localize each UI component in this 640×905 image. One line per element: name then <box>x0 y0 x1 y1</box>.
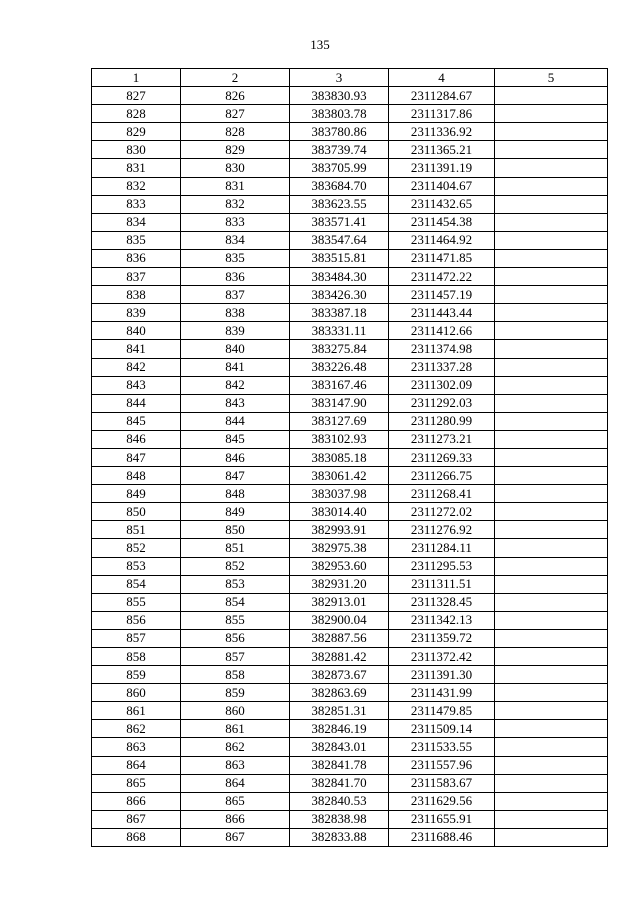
table-row <box>92 340 608 358</box>
table-cell: 382841.78 <box>290 756 389 774</box>
table-cell: 382993.91 <box>290 521 389 539</box>
table-cell: 2311629.56 <box>389 792 495 810</box>
table-cell: 844 <box>181 412 290 430</box>
table-row <box>92 159 608 177</box>
table-cell: 2311464.92 <box>389 231 495 249</box>
table-cell: 2311688.46 <box>389 828 495 846</box>
table-cell: 842 <box>181 376 290 394</box>
table-cell: 382863.69 <box>290 684 389 702</box>
table-cell: 2311328.45 <box>389 593 495 611</box>
table-cell: 855 <box>181 611 290 629</box>
table-cell: 831 <box>92 159 181 177</box>
table-cell: 853 <box>181 575 290 593</box>
table-cell: 845 <box>181 430 290 448</box>
table-cell: 855 <box>92 593 181 611</box>
table-cell: 862 <box>181 738 290 756</box>
table-cell: 2311404.67 <box>389 177 495 195</box>
table-cell <box>495 810 608 828</box>
table-cell: 856 <box>92 611 181 629</box>
table-cell: 861 <box>92 702 181 720</box>
table-row <box>92 485 608 503</box>
table-cell: 837 <box>92 268 181 286</box>
table-cell: 837 <box>181 286 290 304</box>
table-cell: 2311432.65 <box>389 195 495 213</box>
table-cell: 2311443.44 <box>389 304 495 322</box>
table-cell: 838 <box>181 304 290 322</box>
table-row <box>92 304 608 322</box>
table-cell <box>495 539 608 557</box>
table-body <box>92 87 608 847</box>
table-cell <box>495 87 608 105</box>
table-cell <box>495 141 608 159</box>
table-row <box>92 231 608 249</box>
column-header: 2 <box>181 69 290 87</box>
table-cell: 857 <box>181 648 290 666</box>
table-cell: 2311336.92 <box>389 123 495 141</box>
table-cell: 382887.56 <box>290 629 389 647</box>
table-cell: 383226.48 <box>290 358 389 376</box>
table-cell: 383830.93 <box>290 87 389 105</box>
table-row <box>92 557 608 575</box>
table-cell: 858 <box>181 666 290 684</box>
table-cell: 382833.88 <box>290 828 389 846</box>
table-cell <box>495 503 608 521</box>
table-cell: 382851.31 <box>290 702 389 720</box>
table-cell: 383085.18 <box>290 448 389 466</box>
table-cell: 2311280.99 <box>389 412 495 430</box>
table-cell: 383739.74 <box>290 141 389 159</box>
table-row <box>92 195 608 213</box>
table-cell: 860 <box>181 702 290 720</box>
table-cell: 382838.98 <box>290 810 389 828</box>
table-cell: 2311359.72 <box>389 629 495 647</box>
table-cell: 828 <box>92 105 181 123</box>
table-cell: 2311583.67 <box>389 774 495 792</box>
table-cell <box>495 231 608 249</box>
table-row <box>92 87 608 105</box>
table-cell: 383102.93 <box>290 430 389 448</box>
table-cell: 829 <box>181 141 290 159</box>
table-cell <box>495 213 608 231</box>
table-cell: 865 <box>181 792 290 810</box>
table-cell: 864 <box>92 756 181 774</box>
table-cell <box>495 666 608 684</box>
table-cell: 383061.42 <box>290 467 389 485</box>
table-cell: 847 <box>92 448 181 466</box>
table-cell <box>495 485 608 503</box>
table-cell <box>495 322 608 340</box>
table-cell <box>495 195 608 213</box>
table-cell <box>495 430 608 448</box>
column-header: 3 <box>290 69 389 87</box>
table-cell: 849 <box>92 485 181 503</box>
table-row <box>92 467 608 485</box>
table-row <box>92 810 608 828</box>
table-cell: 2311457.19 <box>389 286 495 304</box>
table-cell: 2311431.99 <box>389 684 495 702</box>
column-header: 5 <box>495 69 608 87</box>
table-cell <box>495 467 608 485</box>
table-cell: 2311337.28 <box>389 358 495 376</box>
table-cell: 827 <box>92 87 181 105</box>
table-cell: 866 <box>92 792 181 810</box>
header-row <box>92 69 608 87</box>
table-row <box>92 448 608 466</box>
table-cell: 835 <box>92 231 181 249</box>
table-cell: 826 <box>181 87 290 105</box>
table-cell: 383515.81 <box>290 249 389 267</box>
table-row <box>92 177 608 195</box>
table-cell: 2311317.86 <box>389 105 495 123</box>
table-cell: 2311268.41 <box>389 485 495 503</box>
table-cell: 860 <box>92 684 181 702</box>
table-cell: 848 <box>92 467 181 485</box>
table-cell: 2311365.21 <box>389 141 495 159</box>
table-row <box>92 322 608 340</box>
table-row <box>92 684 608 702</box>
table-cell: 851 <box>181 539 290 557</box>
table-row <box>92 702 608 720</box>
table-cell: 383275.84 <box>290 340 389 358</box>
table-row <box>92 792 608 810</box>
table-cell: 856 <box>181 629 290 647</box>
table-cell: 2311472.22 <box>389 268 495 286</box>
table-cell: 843 <box>92 376 181 394</box>
table-cell: 845 <box>92 412 181 430</box>
table-row <box>92 720 608 738</box>
table-cell: 383387.18 <box>290 304 389 322</box>
table-cell: 383571.41 <box>290 213 389 231</box>
table-cell: 835 <box>181 249 290 267</box>
table-cell <box>495 376 608 394</box>
table-cell: 840 <box>181 340 290 358</box>
table-cell <box>495 448 608 466</box>
table-cell: 828 <box>181 123 290 141</box>
table-cell: 859 <box>92 666 181 684</box>
table-cell: 831 <box>181 177 290 195</box>
table-cell <box>495 611 608 629</box>
table-row <box>92 430 608 448</box>
table-row <box>92 141 608 159</box>
table-row <box>92 648 608 666</box>
table-cell <box>495 738 608 756</box>
column-header: 4 <box>389 69 495 87</box>
table-cell: 846 <box>92 430 181 448</box>
table-cell: 382900.04 <box>290 611 389 629</box>
table-cell: 867 <box>92 810 181 828</box>
table-cell <box>495 720 608 738</box>
table-cell: 383684.70 <box>290 177 389 195</box>
table-cell: 2311479.85 <box>389 702 495 720</box>
table-cell <box>495 702 608 720</box>
table-cell: 840 <box>92 322 181 340</box>
table-cell: 834 <box>181 231 290 249</box>
table-cell <box>495 394 608 412</box>
table-cell: 850 <box>92 503 181 521</box>
table-cell: 861 <box>181 720 290 738</box>
table-row <box>92 213 608 231</box>
table-cell <box>495 557 608 575</box>
table-cell <box>495 249 608 267</box>
table-cell <box>495 593 608 611</box>
table-cell: 383037.98 <box>290 485 389 503</box>
table-row <box>92 575 608 593</box>
table-cell: 829 <box>92 123 181 141</box>
table-cell <box>495 629 608 647</box>
table-header <box>92 69 608 87</box>
table-cell <box>495 756 608 774</box>
table-cell: 2311557.96 <box>389 756 495 774</box>
table-cell: 382873.67 <box>290 666 389 684</box>
table-cell: 2311533.55 <box>389 738 495 756</box>
table-cell <box>495 774 608 792</box>
table-cell: 383127.69 <box>290 412 389 430</box>
table-cell: 2311509.14 <box>389 720 495 738</box>
table-cell: 382841.70 <box>290 774 389 792</box>
table-row <box>92 629 608 647</box>
table-cell <box>495 340 608 358</box>
table-row <box>92 123 608 141</box>
table-cell: 2311284.67 <box>389 87 495 105</box>
table-cell: 2311454.38 <box>389 213 495 231</box>
table-row <box>92 412 608 430</box>
table-cell: 383623.55 <box>290 195 389 213</box>
table-cell: 839 <box>181 322 290 340</box>
table-cell: 383167.46 <box>290 376 389 394</box>
table-cell: 2311391.19 <box>389 159 495 177</box>
table-cell: 849 <box>181 503 290 521</box>
table-cell: 839 <box>92 304 181 322</box>
table-cell: 2311292.03 <box>389 394 495 412</box>
table-cell: 2311374.98 <box>389 340 495 358</box>
table-cell: 382843.01 <box>290 738 389 756</box>
table-cell: 848 <box>181 485 290 503</box>
table-row <box>92 394 608 412</box>
table-cell: 852 <box>92 539 181 557</box>
table-cell: 854 <box>92 575 181 593</box>
table-cell: 383803.78 <box>290 105 389 123</box>
table-cell: 383331.11 <box>290 322 389 340</box>
table-cell: 859 <box>181 684 290 702</box>
table-cell: 853 <box>92 557 181 575</box>
table-cell: 864 <box>181 774 290 792</box>
table-row <box>92 611 608 629</box>
table-cell: 2311391.30 <box>389 666 495 684</box>
table-cell: 382975.38 <box>290 539 389 557</box>
table-cell: 833 <box>92 195 181 213</box>
table-cell: 851 <box>92 521 181 539</box>
table-cell: 844 <box>92 394 181 412</box>
table-cell <box>495 575 608 593</box>
table-cell: 383014.40 <box>290 503 389 521</box>
table-cell: 865 <box>92 774 181 792</box>
table-cell <box>495 358 608 376</box>
table-row <box>92 268 608 286</box>
table-cell: 383147.90 <box>290 394 389 412</box>
table-cell: 382846.19 <box>290 720 389 738</box>
table-cell: 382840.53 <box>290 792 389 810</box>
table-cell: 383705.99 <box>290 159 389 177</box>
table-row <box>92 539 608 557</box>
table-cell: 383780.86 <box>290 123 389 141</box>
page-number: 135 <box>310 37 330 52</box>
table-cell: 827 <box>181 105 290 123</box>
table-cell: 830 <box>92 141 181 159</box>
table-cell: 868 <box>92 828 181 846</box>
table-cell: 383547.64 <box>290 231 389 249</box>
table-row <box>92 376 608 394</box>
table-cell: 382931.20 <box>290 575 389 593</box>
table-cell: 866 <box>181 810 290 828</box>
coordinates-table <box>91 68 608 847</box>
table-cell <box>495 268 608 286</box>
table-cell: 832 <box>181 195 290 213</box>
table-cell: 2311273.21 <box>389 430 495 448</box>
table-cell <box>495 105 608 123</box>
table-cell: 843 <box>181 394 290 412</box>
table-row <box>92 828 608 846</box>
table-cell: 2311284.11 <box>389 539 495 557</box>
table-row <box>92 105 608 123</box>
table-cell: 841 <box>92 340 181 358</box>
table-cell: 2311276.92 <box>389 521 495 539</box>
table-cell: 867 <box>181 828 290 846</box>
table-cell: 382913.01 <box>290 593 389 611</box>
table-cell: 858 <box>92 648 181 666</box>
table-cell: 863 <box>181 756 290 774</box>
table-cell <box>495 286 608 304</box>
table-cell: 2311342.13 <box>389 611 495 629</box>
table-cell: 838 <box>92 286 181 304</box>
table-cell: 832 <box>92 177 181 195</box>
table-row <box>92 286 608 304</box>
table-cell: 834 <box>92 213 181 231</box>
table-cell <box>495 792 608 810</box>
table-cell: 854 <box>181 593 290 611</box>
table-cell: 836 <box>181 268 290 286</box>
table-cell: 2311295.53 <box>389 557 495 575</box>
table-row <box>92 521 608 539</box>
table-cell <box>495 521 608 539</box>
table-row <box>92 774 608 792</box>
table-cell <box>495 684 608 702</box>
table-row <box>92 249 608 267</box>
table-cell: 842 <box>92 358 181 376</box>
table-cell: 2311412.66 <box>389 322 495 340</box>
table-row <box>92 503 608 521</box>
table-cell: 852 <box>181 557 290 575</box>
table-cell: 830 <box>181 159 290 177</box>
table-cell <box>495 648 608 666</box>
table-cell: 382953.60 <box>290 557 389 575</box>
table-cell: 2311372.42 <box>389 648 495 666</box>
table-cell: 382881.42 <box>290 648 389 666</box>
table-cell: 2311302.09 <box>389 376 495 394</box>
table-cell: 846 <box>181 448 290 466</box>
table-cell: 862 <box>92 720 181 738</box>
table-cell: 2311272.02 <box>389 503 495 521</box>
table-cell: 857 <box>92 629 181 647</box>
table-cell <box>495 123 608 141</box>
table-cell: 847 <box>181 467 290 485</box>
column-header: 1 <box>92 69 181 87</box>
table-row <box>92 738 608 756</box>
table-cell: 2311655.91 <box>389 810 495 828</box>
table-row <box>92 756 608 774</box>
table-cell <box>495 412 608 430</box>
table-row <box>92 593 608 611</box>
table-cell: 2311311.51 <box>389 575 495 593</box>
table-row <box>92 358 608 376</box>
table-cell: 841 <box>181 358 290 376</box>
table-cell: 383484.30 <box>290 268 389 286</box>
table-cell <box>495 828 608 846</box>
table-cell: 2311471.85 <box>389 249 495 267</box>
table-cell <box>495 304 608 322</box>
table-cell: 850 <box>181 521 290 539</box>
table-cell: 863 <box>92 738 181 756</box>
table-cell <box>495 159 608 177</box>
table-cell: 836 <box>92 249 181 267</box>
table-cell <box>495 177 608 195</box>
table-row <box>92 666 608 684</box>
table-cell: 2311269.33 <box>389 448 495 466</box>
table-cell: 2311266.75 <box>389 467 495 485</box>
table-cell: 833 <box>181 213 290 231</box>
table-cell: 383426.30 <box>290 286 389 304</box>
